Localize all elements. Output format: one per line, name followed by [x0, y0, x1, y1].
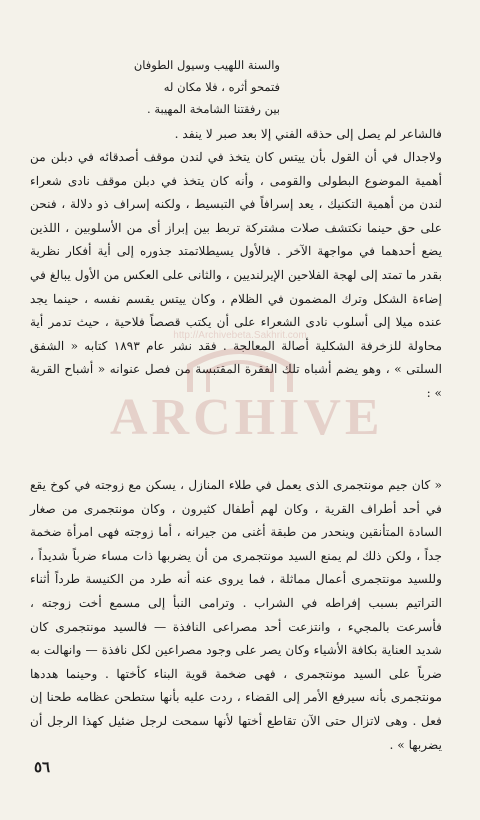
- watermark-url: http://Archivebeta.Sakhrit.com: [173, 330, 307, 341]
- paragraph-quote: « كان جيم مونتجمرى الذى يعمل في طلاء المنازل ، يسكن مع زوجته في كوخ يقع في أحد أطراف القرية ، وكان لهم أطفال كثيرون ، وكان مونتجمرى من صغار السادة المتأنقين وينحدر من طبقة أغنى من جيرانه ، أما زوجته فهى امرأة ضخمة جداً ، ولكن ذلك لم يمنع السيد مونتجمرى من أن يضربها ذات مساء ضرباً شديداً ، وللسيد مونتجمرى أعمال مماثلة ، فما يروى عنه أنه طرد من الكنيسة طرداً أثناء التراتيم بسبب إفراطه في الشراب . وترامى النبأ إلى مسمع أخت زوجته ، فأسرعت بالمجيء ، وانتزعت أحد مصراعى النافذة — فالسيد مونتجمرى كان شديد العناية بكافة الأشياء وكان يصر على وجود مصراعين لكل نافذة — وانهالت به ضرباً على السيد مونتجمرى ، فهى ضخمة قوية البناء كأختها . وحينما هددها مونتجمرى بأنه سيرفع الأمر إلى القضاء ، ردت عليه بأنها ستطحن عظامه طحنا إن فعل . وهى لاتزال حتى الآن تقاطع أختها لأنها سمحت لرجل ضئيل كهذا الرجل أن يضربها » .: [30, 478, 442, 752]
- poem-line: والسنة اللهيب وسيول الطوفان: [133, 58, 280, 72]
- watermark-text: ARCHIVE: [110, 389, 384, 446]
- poem-line: بين رفقتنا الشامخة المهيبة .: [147, 102, 280, 116]
- paragraph-main: ولاجدال في أن القول بأن ييتس كان يتخذ في لندن موقف أصدقائه في دبلن من أهمية الموضوع البطولى والقومى ، وأنه كان يتخذ في دبلن موقف نادى شعراء لندن من أهمية التكنيك ، يعد إسرافاً في التبسيط ، ولكنه إسراف ذو دلالة ، فنحن على حق حينما نكتشف صلات مشتركة تربط بين إبراز أى من الأسلوبين ، اللذين يضع أحدهما في مواجهة الآخر . فالأول يسيطلاتمتد جذوره إلى أية أفكار نظرية بقدر ما تمتد إلى لهجة الفلاحين الإيرلنديين ، والثانى على العكس من الأول يبالغ في إضاءة الشكل وترك المضمون في الظلام ، وكان ييتس يقسم نفسه ، حينما يجد عنده ميلا إلى أسلوب نادى الشعراء على أن يكتب قصصاً فلاحية ، حيث تدمر أية محاولة للزخرفة الشكلية أصالة المعالجة . فقد نشر عام ١٨٩٣ كتابه « الشفق السلتى » ، وهو يضم أشباه تلك الفقرة المقتبسة من فصل عنوانه « أشباح القرية » :: [30, 150, 443, 400]
- poem-excerpt: [40, 54, 280, 120]
- poem-line: فتمحو أثره ، فلا مكان له: [163, 80, 280, 94]
- page-number: ٥٦: [34, 758, 51, 776]
- paragraph-closing: فالشاعر لم يصل إلى حذقه الفني إلا بعد صبر لا ينفد .: [174, 127, 442, 141]
